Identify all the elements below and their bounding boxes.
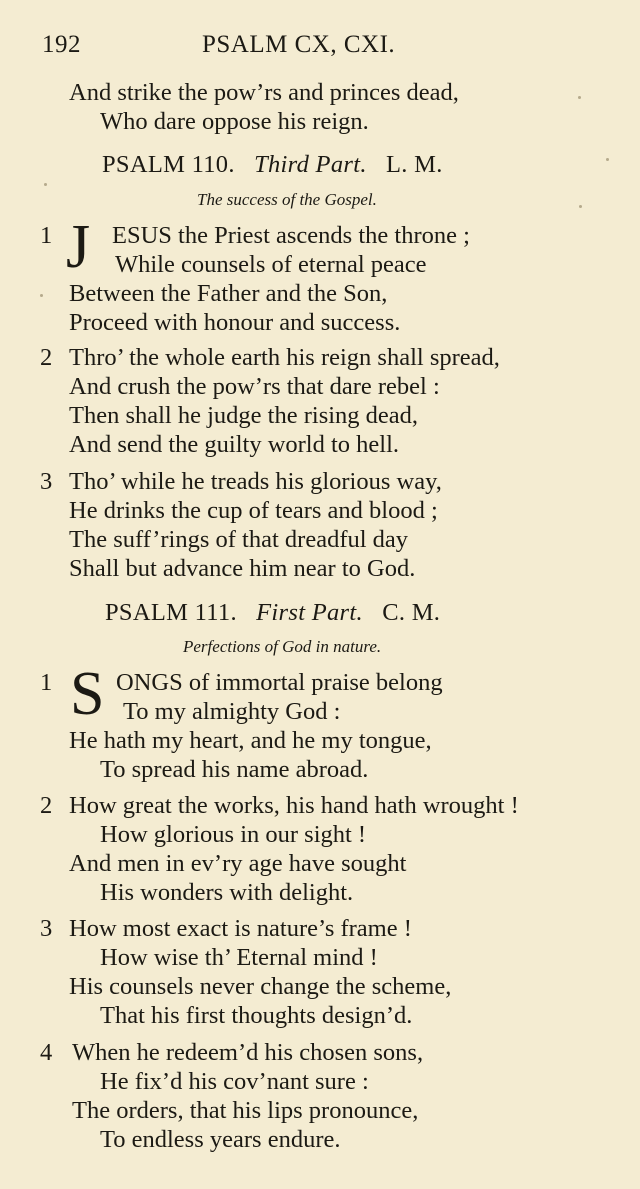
verse-line: How glorious in our sight ! (100, 821, 367, 848)
verse-line: Thro’ the whole earth his reign shall spread, (69, 344, 500, 371)
running-title: PSALM CX, CXI. (202, 31, 396, 58)
verse-line: ONGS of immortal praise belong (116, 669, 443, 696)
psalm-meter: C. M. (382, 599, 441, 626)
verse-line: And send the guilty world to hell. (69, 431, 400, 458)
page-number: 192 (42, 31, 81, 58)
verse-line: Proceed with honour and success. (69, 309, 401, 336)
section-subtitle-psalm-110: The success of the Gospel. (197, 190, 377, 209)
verse-line: He fix’d his cov’nant sure : (100, 1068, 369, 1095)
verse-line: Tho’ while he treads his glorious way, (69, 468, 442, 495)
verse-line: When he redeem’d his chosen sons, (72, 1039, 424, 1066)
verse-line: To endless years endure. (100, 1126, 341, 1153)
verse-line: His counsels never change the scheme, (69, 973, 452, 1000)
psalm-title: PSALM 111. (105, 599, 237, 626)
verse-line: How most exact is nature’s frame ! (69, 915, 412, 942)
verse-number: 4 (40, 1039, 53, 1066)
verse-line: How wise th’ Eternal mind ! (100, 944, 378, 971)
verse-line: His wonders with delight. (100, 879, 354, 906)
continuation-line-2: Who dare oppose his reign. (100, 108, 369, 135)
verse-line: Shall but advance him near to God. (69, 555, 416, 582)
verse-number: 1 (40, 222, 53, 249)
verse-line: Then shall he judge the rising dead, (69, 402, 419, 429)
psalm-title: PSALM 110. (102, 151, 235, 178)
paper-speck (578, 96, 581, 99)
psalm-meter: L. M. (386, 151, 443, 178)
psalm-part: First Part. (256, 599, 363, 626)
verse-line: The suff’rings of that dreadful day (69, 526, 409, 553)
paper-speck (579, 205, 582, 208)
verse-line: He hath my heart, and he my tongue, (69, 727, 432, 754)
verse-number: 1 (40, 669, 53, 696)
verse-line: To spread his name abroad. (100, 756, 369, 783)
verse-line: And men in ev’ry age have sought (69, 850, 407, 877)
section-heading-psalm-110 (102, 150, 443, 179)
verse-line: How great the works, his hand hath wrought ! (69, 792, 519, 819)
verse-line: And crush the pow’rs that dare rebel : (69, 373, 440, 400)
verse-line: That his first thoughts design’d. (100, 1002, 413, 1029)
verse-line: ESUS the Priest ascends the throne ; (112, 222, 470, 249)
verse-number: 2 (40, 344, 53, 371)
section-subtitle-psalm-111: Perfections of God in nature. (183, 637, 382, 656)
verse-line: Between the Father and the Son, (69, 280, 388, 307)
verse-number: 3 (40, 468, 53, 495)
drop-cap: S (70, 660, 105, 728)
verse-number: 3 (40, 915, 53, 942)
section-heading-psalm-111 (105, 598, 440, 627)
paper-speck (40, 294, 43, 297)
verse-line: While counsels of eternal peace (115, 251, 427, 278)
verse-line: He drinks the cup of tears and blood ; (69, 497, 438, 524)
verse-line: To my almighty God : (123, 698, 341, 725)
verse-number: 2 (40, 792, 53, 819)
psalm-part: Third Part. (254, 151, 367, 178)
paper-speck (44, 183, 47, 186)
paper-speck (606, 158, 609, 161)
continuation-line-1: And strike the pow’rs and princes dead, (69, 79, 459, 106)
drop-cap: J (66, 213, 91, 281)
verse-line: The orders, that his lips pronounce, (72, 1097, 419, 1124)
